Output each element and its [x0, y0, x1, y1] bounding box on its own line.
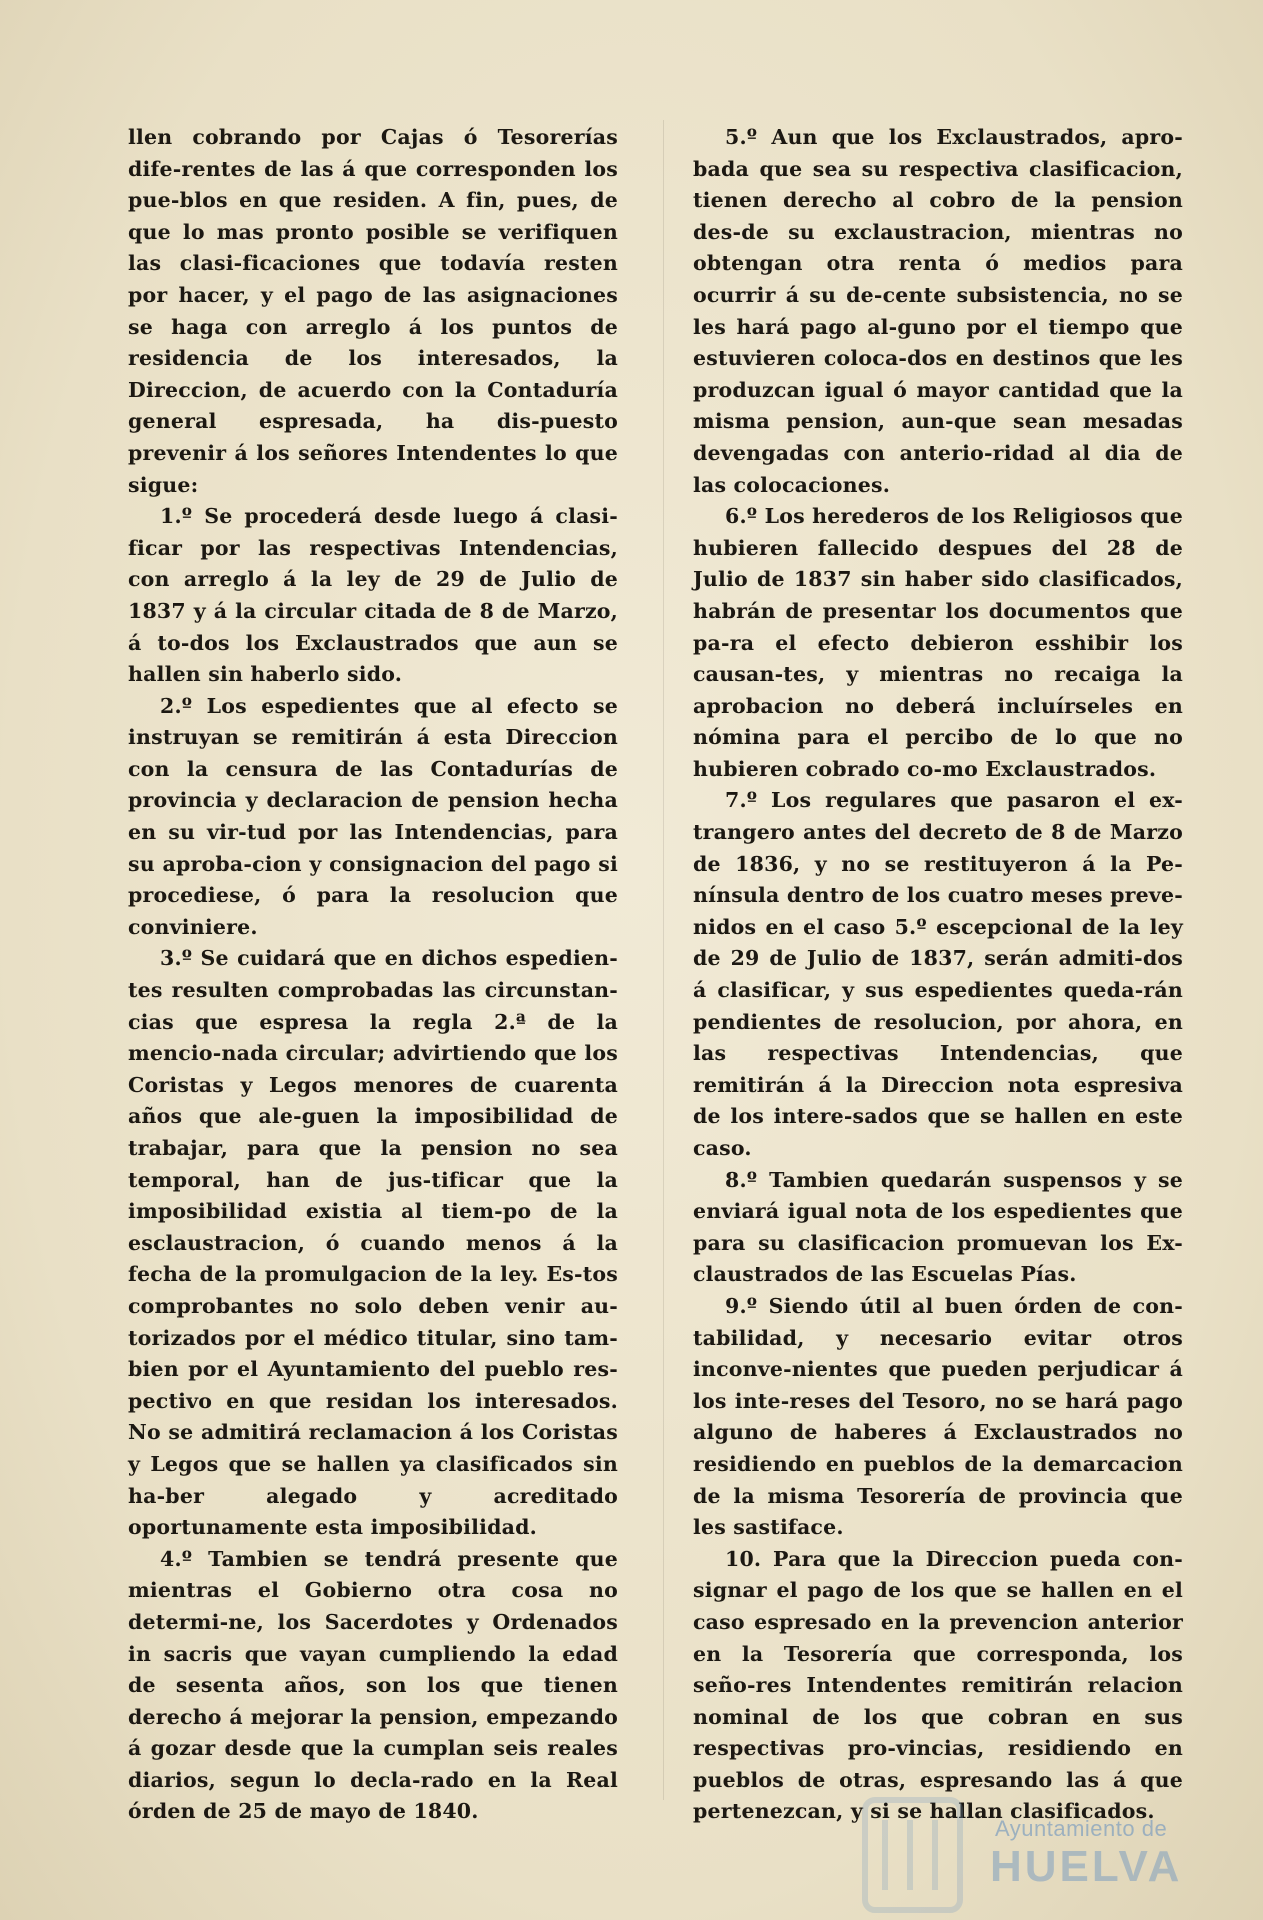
rule-7-paragraph: 7.º Los regulares que pasaron el ex-trangero antes del decreto de 8 de Marzo de 1836, y no se restituyeron á la Pe-nínsula dentro de los cuatro meses preve-nidos en el caso 5.º escepcional de la ley de 29 de Julio de 1837, serán admiti-dos á clasificar, y sus espedientes queda-rán pendientes de resolucion, por ahora, en las respectivas Intendencias, que remitirán á la Direccion nota espresiva de los intere-sados que se hallen en este caso.	[693, 788, 1183, 1160]
left-column	[128, 122, 618, 1828]
rule-9-paragraph: 9.º Siendo útil al buen órden de con-tabilidad, y necesario evitar otros inconve-nientes que pueden perjudicar á los inte-reses del Tesoro, no se hará pago alguno de haberes á Exclaustrados no residiendo en pueblos de la demarcacion de la misma Tesorería de provincia que les sastiface.	[693, 1293, 1183, 1540]
watermark-line1: Ayuntamiento de	[995, 1816, 1168, 1841]
rule-6-paragraph: 6.º Los herederos de los Religiosos que hubieren fallecido despues del 28 de Julio de 1837 sin haber sido clasificados, habrán de presentar los documentos que pa-ra el efecto debieron esshibir los causan-tes, y mientras no recaiga la aprobacion no deberá incluírseles en nómina para el percibo de lo que no hubieren cobrado co-mo Exclaustrados.	[693, 504, 1183, 781]
rule-8-paragraph: 8.º Tambien quedarán suspensos y se enviará igual nota de los espedientes que para su clasificacion promuevan los Ex-claustrados de las Escuelas Pías.	[693, 1167, 1183, 1287]
column-gutter	[663, 120, 664, 1800]
watermark-line2: HUELVA	[990, 1842, 1183, 1891]
rule-3-paragraph: 3.º Se cuidará que en dichos espedien-tes resulten comprobadas las circunstan-cias que espresa la regla 2.ª de la mencio-nada circular; advirtiendo que los Coristas y Legos menores de cuarenta años que ale-guen la imposibilidad de trabajar, para que la pension no sea temporal, han de jus-tificar que la imposibilidad existia al tiem-po de la esclaustracion, ó cuando menos á la fecha de la promulgacion de la ley. Es-tos comprobantes no solo deben venir au-torizados por el médico titular, sino tam-bien por el Ayuntamiento del pueblo res-pectivo en que residan los interesados. No se admitirá reclamacion á los Coristas y Legos que se hallen ya clasificados sin ha-ber alegado y acreditado oportunamente esta imposibilidad.	[128, 946, 618, 1540]
right-column	[693, 122, 1183, 1828]
rule-10-paragraph: 10. Para que la Direccion pueda con-signar el pago de los que se hallen en el caso espresado en la prevencion anterior en la Tesorería que corresponda, los seño-res Intendentes remitirán relacion nominal de los que cobran en sus respectivas pro-vincias, residiendo en pueblos de otras, espresando las á que pertenezcan, y si se hallan clasificados.	[693, 1546, 1183, 1824]
rule-1-paragraph: 1.º Se procederá desde luego á clasi-ficar por las respectivas Intendencias, con arreglo á la ley de 29 de Julio de 1837 y á la circular citada de 8 de Marzo, á to-dos los Exclaustrados que aun se hallen sin haberlo sido.	[128, 504, 618, 687]
rule-2-paragraph: 2.º Los espedientes que al efecto se instruyan se remitirán á esta Direccion con la censura de las Contadurías de provincia y declaracion de pension hecha en su vir-tud por las Intendencias, para su aproba-cion y consignacion del pago si procediese, ó para la resolucion que conviniere.	[128, 693, 618, 939]
intro-paragraph: llen cobrando por Cajas ó Tesorerías dife-rentes de las á que corresponden los pue-blos en que residen. A fin, pues, de que lo mas pronto posible se verifiquen las clasi-ficaciones que todavía resten por hacer, y el pago de las asignaciones se haga con arreglo á los puntos de residencia de los interesados, la Direccion, de acuerdo con la Contaduría general espresada, ha dis-puesto prevenir á los señores Intendentes lo que sigue:	[128, 125, 618, 497]
rule-5-paragraph: 5.º Aun que los Exclaustrados, apro-bada que sea su respectiva clasificacion, tienen derecho al cobro de la pension des-de su exclaustracion, mientras no obtengan otra renta ó medios para ocurrir á su de-cente subsistencia, no se les hará pago al-guno por el tiempo que estuvieren coloca-dos en destinos que les produzcan igual ó mayor cantidad que la misma pension, aun-que sean mesadas devengadas con anterio-ridad al dia de las colocaciones.	[693, 125, 1183, 497]
rule-4-paragraph: 4.º Tambien se tendrá presente que mientras el Gobierno otra cosa no determi-ne, los Sacerdotes y Ordenados in sacris que vayan cumpliendo la edad de sesenta años, son los que tienen derecho á mejorar la pension, empezando á gozar desde que la cumplan seis reales diarios, segun lo decla-rado en la Real órden de 25 de mayo de 1840.	[128, 1546, 618, 1824]
